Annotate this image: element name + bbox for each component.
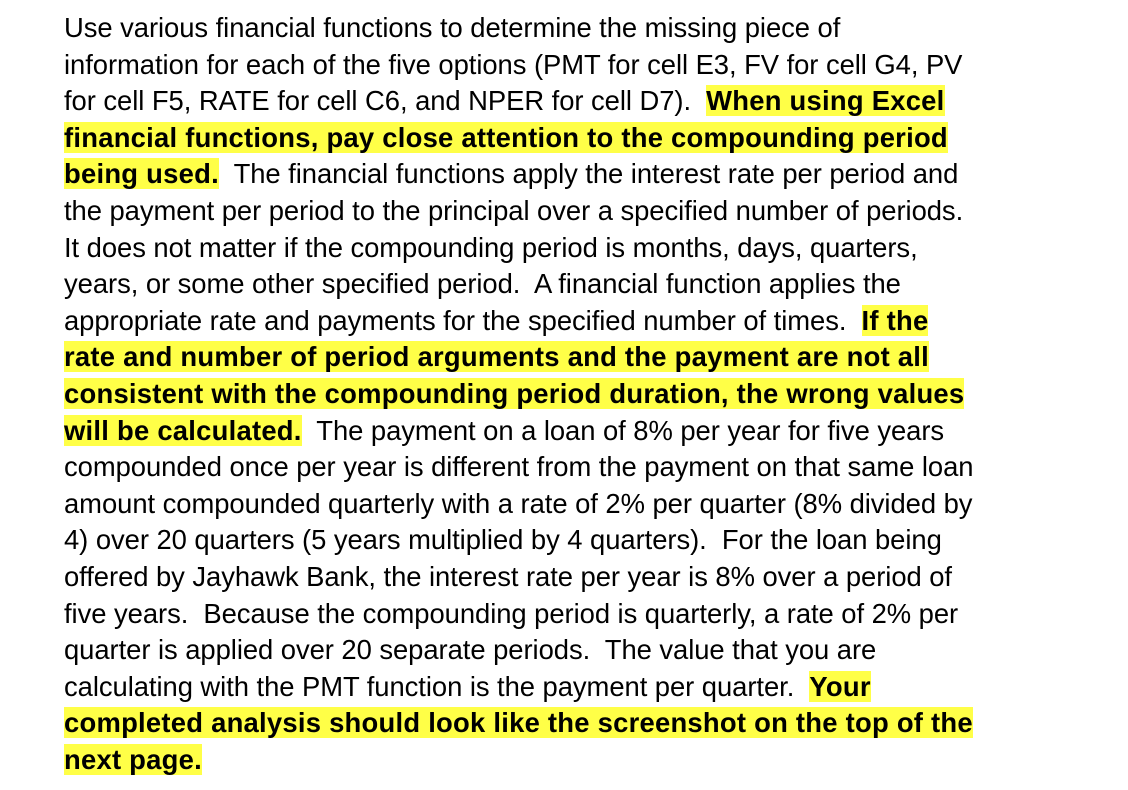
text-line [64,303,1124,340]
body-text: The payment on a loan of 8% per year for five years [301,414,945,446]
text-line [64,83,1124,120]
highlighted-bold-text: rate and number of period arguments and the payment are not all [64,341,930,373]
text-line [64,230,1124,267]
highlighted-bold-text: financial functions, pay close attention to the compounding period [64,121,948,153]
highlighted-bold-text: Your [809,670,871,702]
text-line [64,47,1124,84]
highlighted-bold-text: If the [861,304,929,336]
text-line [64,596,1124,633]
text-line [64,156,1124,193]
body-text: quarter is applied over 20 separate periods. The value that you are [64,634,877,666]
body-text: information for each of the five options (PMT for cell E3, FV for cell G4, PV [64,48,963,80]
body-text: the payment per period to the principal over a specified number of periods. [64,194,964,226]
text-line [64,632,1124,669]
highlighted-bold-text: will be calculated. [64,414,302,446]
body-text: for cell F5, RATE for cell C6, and NPER for cell D7). [64,85,707,117]
text-line [64,559,1124,596]
body-text: calculating with the PMT function is the payment per quarter. [64,670,810,702]
body-text: The financial functions apply the interest rate per period and [218,158,959,190]
text-line [64,522,1124,559]
highlighted-bold-text: next page. [64,743,202,775]
instruction-paragraph [64,10,1124,778]
text-line [64,413,1124,450]
text-line [64,742,1124,779]
body-text: offered by Jayhawk Bank, the interest rate per year is 8% over a period of [64,560,952,592]
highlighted-bold-text: completed analysis should look like the screenshot on the top of the [64,707,973,739]
body-text: five years. Because the compounding period is quarterly, a rate of 2% per [64,597,959,629]
text-line [64,193,1124,230]
text-line [64,705,1124,742]
text-line [64,339,1124,376]
body-text: It does not matter if the compounding period is months, days, quarters, [64,231,918,263]
text-line [64,449,1124,486]
text-line [64,376,1124,413]
text-line [64,120,1124,157]
text-line [64,266,1124,303]
body-text: appropriate rate and payments for the specified number of times. [64,304,862,336]
highlighted-bold-text: consistent with the compounding period duration, the wrong values [64,377,965,409]
body-text: 4) over 20 quarters (5 years multiplied by 4 quarters). For the loan being [64,524,942,556]
highlighted-bold-text: When using Excel [706,85,945,117]
highlighted-bold-text: being used. [64,158,219,190]
body-text: years, or some other specified period. A financial function applies the [64,268,901,300]
text-line [64,10,1124,47]
text-line [64,486,1124,523]
body-text: Use various financial functions to determine the missing piece of [64,12,841,43]
body-text: amount compounded quarterly with a rate of 2% per quarter (8% divided by [64,487,973,519]
body-text: compounded once per year is different from the payment on that same loan [64,451,974,483]
text-line [64,669,1124,706]
